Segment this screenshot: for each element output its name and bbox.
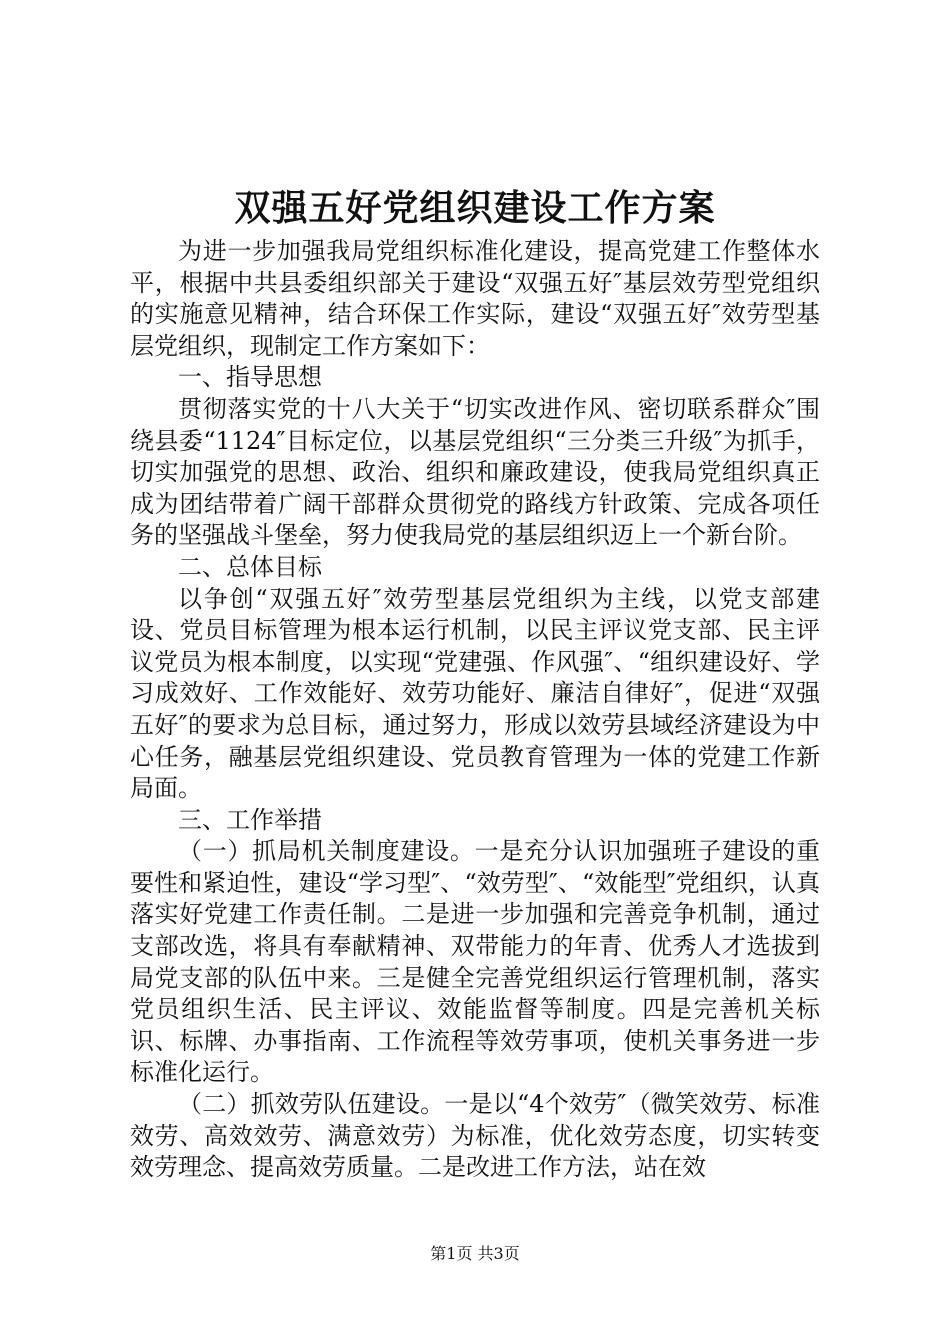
section-heading-overall-goal: 二、总体目标: [178, 552, 322, 581]
intro-paragraph: 为进一步加强我局党组织标准化建设，提高党建工作整体水平，根据中共县委组织部关于建设“双强五好″基层效劳型党组织的实施意见精神，结合环保工作实际，建设“双强五好″效劳型基层党组织，现制定工作方案如下：: [130, 237, 820, 360]
guiding-ideology-paragraph: 贯彻落实党的十八大关于“切实改进作风、密切联系群众″围绕县委“1124″目标定位，以基层党组织“三分类三升级″为抓手，切实加强党的思想、政治、组织和廉政建设，使我局党组织真正成为团结带着广阔干部群众贯彻党的路线方针政策、完成各项任务的坚强战斗堡垒，努力使我局党的基层组织迈上一个新台阶。: [130, 394, 820, 550]
section-heading-guiding-ideology: 一、指导思想: [178, 363, 322, 392]
document-body: [130, 236, 820, 1184]
section-heading-work-measures: 三、工作举措: [178, 805, 322, 834]
work-measure-2-paragraph: （二）抓效劳队伍建设。一是以“4个效劳″（微笑效劳、标准效劳、高效效劳、满意效劳）为标准，优化效劳态度，切实转变效劳理念、提高效劳质量。二是改进工作方法，站在效: [130, 1090, 820, 1182]
page-footer: 第1页 共3页: [430, 1244, 520, 1263]
work-measure-1-paragraph: （一）抓局机关制度建设。一是充分认识加强班子建设的重要性和紧迫性，建设“学习型″、“效劳型″、“效能型″党组织，认真落实好党建工作责任制。二是进一步加强和完善竞争机制，通过支部改选，将具有奉献精神、双带能力的年青、优秀人才选拔到局党支部的队伍中来。三是健全完善党组织运行管理机制，落实党员组织生活、民主评议、效能监督等制度。四是完善机关标识、标牌、办事指南、工作流程等效劳事项，使机关事务进一步标准化运行。: [130, 837, 820, 1087]
document-title: 双强五好党组织建设工作方案: [234, 187, 716, 229]
overall-goal-paragraph: 以争创“双强五好″效劳型基层党组织为主线，以党支部建设、党员目标管理为根本运行机制，以民主评议党支部、民主评议党员为根本制度，以实现“党建强、作风强″、“组织建设好、学习成效好、工作效能好、效劳功能好、廉洁自律好″，促进“双强五好″的要求为总目标，通过努力，形成以效劳县域经济建设为中心任务，融基层党组织建设、党员教育管理为一体的党建工作新局面。: [130, 584, 820, 803]
